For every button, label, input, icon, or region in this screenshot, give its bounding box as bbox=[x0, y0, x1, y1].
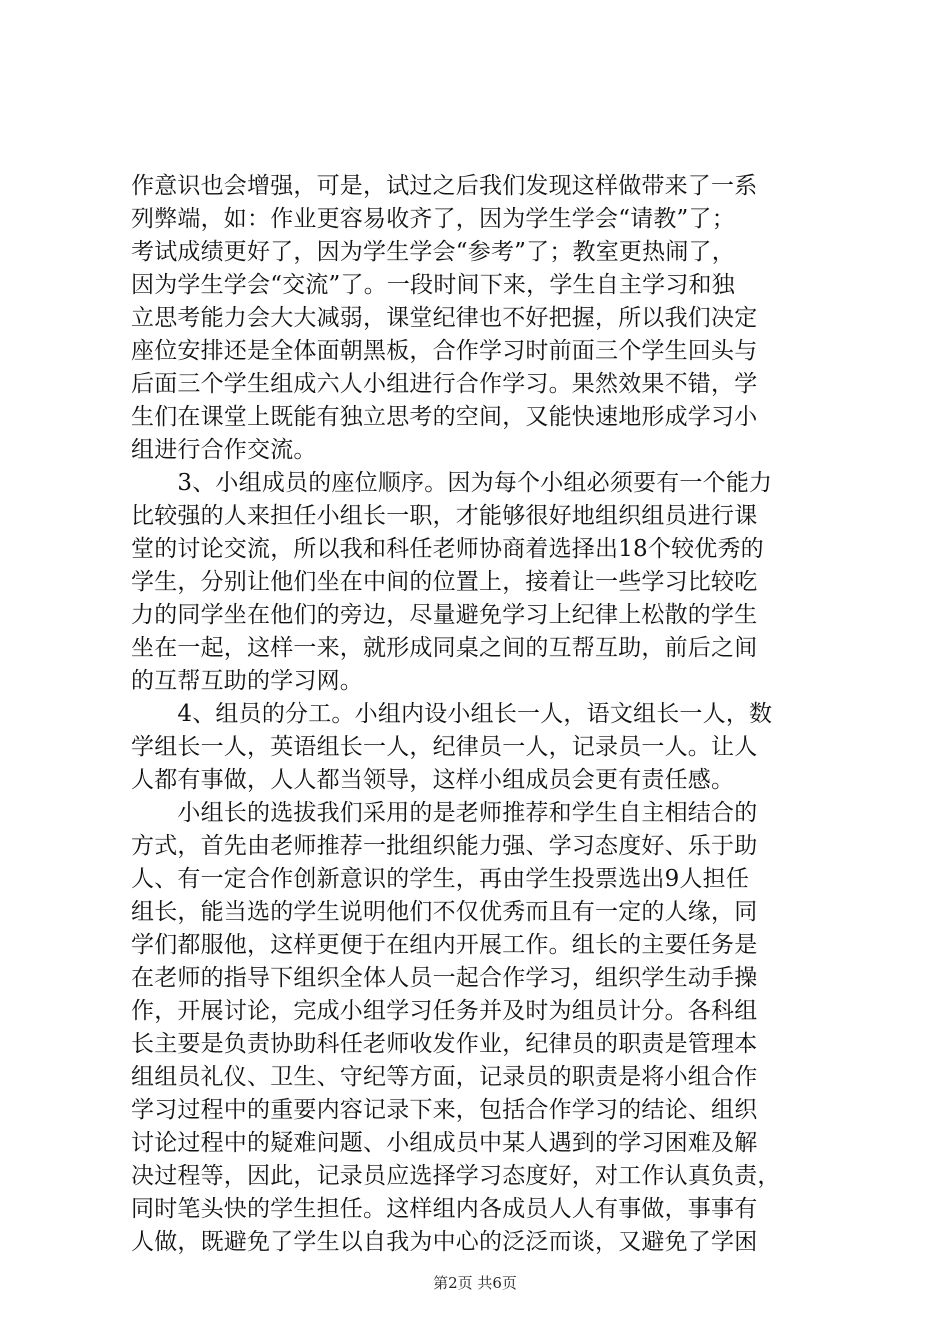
text-line: 组长，能当选的学生说明他们不仅优秀而且有一定的人缘，同 bbox=[131, 899, 758, 925]
text-line: 4、组员的分工。小组内设小组长一人，语文组长一人，数 bbox=[131, 701, 773, 727]
text-line: 人、有一定合作创新意识的学生，再由学生投票选出9人担任 bbox=[131, 866, 750, 892]
page-footer bbox=[0, 1272, 950, 1293]
text-line: 比较强的人来担任小组长一职，才能够很好地组织组员进行课 bbox=[131, 503, 758, 529]
text-line: 学习过程中的重要内容记录下来，包括合作学习的结论、组织 bbox=[131, 1097, 758, 1123]
text-line: 同时笔头快的学生担任。这样组内各成员人人有事做，事事有 bbox=[131, 1196, 758, 1222]
text-line: 立思考能力会大大减弱，课堂纪律也不好把握，所以我们决定 bbox=[131, 305, 758, 331]
text-line: 决过程等，因此，记录员应选择学习态度好，对工作认真负责， bbox=[131, 1163, 781, 1189]
text-line: 堂的讨论交流，所以我和科任老师协商着选择出18个较优秀的 bbox=[131, 536, 764, 562]
text-line: 3、小组成员的座位顺序。因为每个小组必须要有一个能力 bbox=[131, 470, 773, 496]
text-line: 生们在课堂上既能有独立思考的空间，又能快速地形成学习小 bbox=[131, 404, 758, 430]
text-line: 考试成绩更好了，因为学生学会“参考”了；教室更热闹了， bbox=[131, 239, 735, 265]
text-line: 人做，既避免了学生以自我为中心的泛泛而谈，又避免了学困 bbox=[131, 1229, 758, 1255]
text-line: 后面三个学生组成六人小组进行合作学习。果然效果不错，学 bbox=[131, 371, 758, 397]
text-line: 在老师的指导下组织全体人员一起合作学习，组织学生动手操 bbox=[131, 965, 758, 991]
document-body bbox=[131, 170, 831, 1259]
text-line: 因为学生学会“交流”了。一段时间下来，学生自主学习和独 bbox=[131, 272, 735, 298]
text-line: 作，开展讨论，完成小组学习任务并及时为组员计分。各科组 bbox=[131, 998, 758, 1024]
text-line: 学生，分别让他们坐在中间的位置上，接着让一些学习比较吃 bbox=[131, 569, 758, 595]
text-line: 力的同学坐在他们的旁边，尽量避免学习上纪律上松散的学生 bbox=[131, 602, 758, 628]
text-line: 坐在一起，这样一来，就形成同桌之间的互帮互助，前后之间 bbox=[131, 635, 758, 661]
text-line: 讨论过程中的疑难问题、小组成员中某人遇到的学习困难及解 bbox=[131, 1130, 758, 1156]
text-line: 作意识也会增强，可是，试过之后我们发现这样做带来了一系 bbox=[131, 173, 758, 199]
text-line: 座位安排还是全体面朝黑板，合作学习时前面三个学生回头与 bbox=[131, 338, 758, 364]
page-number-label: 第2页 共6页 bbox=[433, 1274, 517, 1292]
text-line: 的互帮互助的学习网。 bbox=[131, 668, 363, 694]
text-line: 方式，首先由老师推荐一批组织能力强、学习态度好、乐于助 bbox=[131, 833, 758, 859]
text-line: 列弊端，如：作业更容易收齐了，因为学生学会“请教”了； bbox=[131, 206, 735, 232]
text-line: 小组长的选拔我们采用的是老师推荐和学生自主相结合的 bbox=[131, 800, 758, 826]
text-line: 学们都服他，这样更便于在组内开展工作。组长的主要任务是 bbox=[131, 932, 758, 958]
text-line: 组组员礼仪、卫生、守纪等方面，记录员的职责是将小组合作 bbox=[131, 1064, 758, 1090]
text-line: 学组长一人，英语组长一人，纪律员一人，记录员一人。让人 bbox=[131, 734, 758, 760]
text-line: 组进行合作交流。 bbox=[131, 437, 317, 463]
text-line: 人都有事做，人人都当领导，这样小组成员会更有责任感。 bbox=[131, 767, 735, 793]
text-line: 长主要是负责协助科任老师收发作业，纪律员的职责是管理本 bbox=[131, 1031, 758, 1057]
